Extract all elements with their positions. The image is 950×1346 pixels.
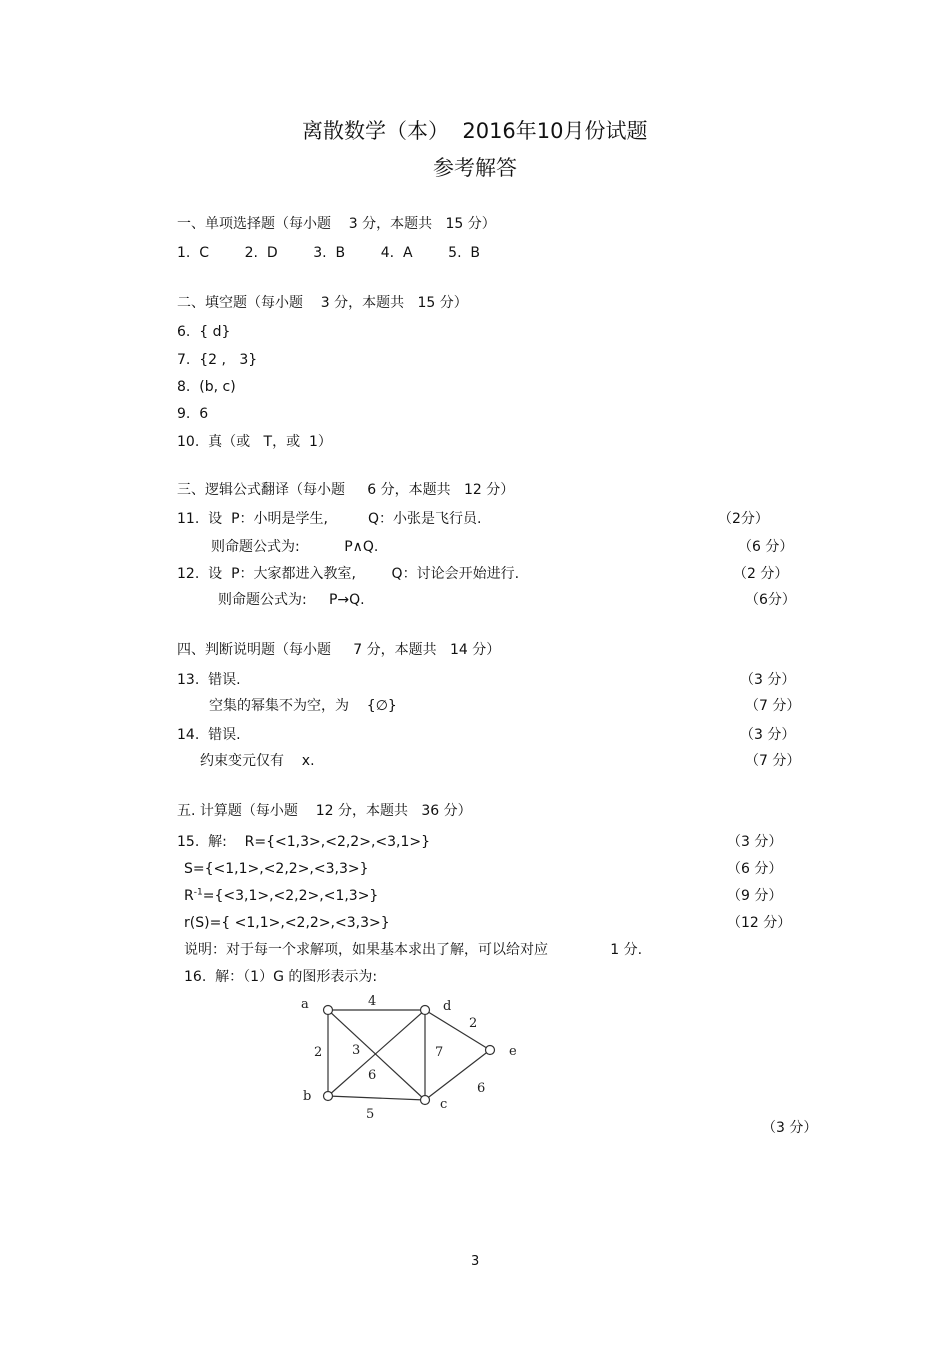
score-11-line1: （2分） (718, 511, 769, 527)
score-13-line1: （3 分） (740, 672, 796, 688)
score-15-line1: （3 分） (727, 834, 783, 850)
weight-b-d: 6 (368, 1068, 377, 1083)
score-11-line2: （6 分） (738, 539, 794, 555)
edge-d-e (425, 1010, 490, 1050)
weight-a-b: 2 (314, 1045, 323, 1060)
answers-choice: 1. C 2. D 3. B 4. A 5. B (177, 245, 481, 261)
vertex-c (421, 1096, 430, 1105)
vertex-a (324, 1006, 333, 1015)
answer-13-line1: 13. 错误. (177, 672, 241, 688)
answer-12-line2: 则命题公式为: P→Q. (218, 592, 365, 608)
page-title: 离散数学（本） 2016年10月份试题 (302, 119, 648, 143)
vertex-label-d: d (443, 999, 452, 1014)
weight-d-c: 7 (435, 1045, 444, 1060)
answer-15-line2: S={<1,1>,<2,2>,<3,3>} (184, 861, 369, 877)
score-14-line2: （7 分） (745, 753, 801, 769)
page-number: 3 (471, 1254, 480, 1269)
score-12-line2: （6分） (745, 592, 796, 608)
vertex-label-c: c (440, 1097, 448, 1112)
vertex-label-e: e (509, 1044, 517, 1059)
weight-b-c: 5 (366, 1107, 375, 1120)
r-inverse-set: ={<3,1>,<2,2>,<1,3>} (202, 888, 379, 904)
vertex-d (421, 1006, 430, 1015)
vertex-e (486, 1046, 495, 1055)
answer-15-line1: 15. 解: R={<1,3>,<2,2>,<3,1>} (177, 834, 431, 850)
answer-10: 10. 真（或 T，或 1） (177, 434, 332, 450)
answer-15-note: 说明：对于每一个求解项，如果基本求出了解，可以给对应 1 分. (184, 942, 643, 958)
score-15-line4: （12 分） (727, 915, 792, 931)
answer-7: 7. {2 , 3} (177, 352, 258, 368)
answer-11-line1: 11. 设 P：小明是学生, Q：小张是飞行员. (177, 511, 482, 527)
r-inverse-base: R (184, 888, 194, 904)
score-15-line3: （9 分） (727, 888, 783, 904)
score-15-line2: （6 分） (727, 861, 783, 877)
answer-15-line4: r(S)={ <1,1>,<2,2>,<3,3>} (184, 915, 390, 931)
section-heading-fill: 二、填空题（每小题 3 分，本题共 15 分） (177, 295, 468, 311)
section-heading-judge: 四、判断说明题（每小题 7 分，本题共 14 分） (177, 642, 501, 658)
r-inverse-sup: -1 (193, 887, 203, 898)
weight-a-c: 3 (352, 1043, 361, 1058)
section-heading-logic: 三、逻辑公式翻译（每小题 6 分，本题共 12 分） (177, 482, 515, 498)
answer-12-line1: 12. 设 P：大家都进入教室, Q：讨论会开始进行. (177, 566, 520, 582)
score-13-line2: （7 分） (745, 698, 801, 714)
weight-a-d: 4 (368, 994, 377, 1009)
answer-8: 8. (b, c) (177, 379, 236, 395)
section-heading-compute: 五. 计算题（每小题 12 分，本题共 36 分） (177, 803, 472, 819)
answer-9: 9. 6 (177, 406, 209, 422)
score-12-line1: （2 分） (733, 566, 789, 582)
answer-14-line2: 约束变元仅有 x. (200, 753, 315, 769)
vertex-b (324, 1092, 333, 1101)
vertex-label-b: b (303, 1089, 312, 1104)
vertex-label-a: a (301, 997, 309, 1012)
edge-b-c (328, 1096, 425, 1100)
score-16: （3 分） (762, 1120, 818, 1136)
answer-14-line1: 14. 错误. (177, 727, 241, 743)
page-subtitle: 参考解答 (433, 156, 517, 180)
weight-c-e: 6 (477, 1081, 486, 1096)
answer-6: 6. { d} (177, 324, 231, 340)
answer-13-line2: 空集的幂集不为空，为 {∅} (209, 698, 397, 714)
weight-d-e: 2 (469, 1016, 478, 1031)
weighted-graph-figure (290, 990, 530, 1120)
answer-11-line2: 则命题公式为: P∧Q. (211, 539, 379, 555)
answer-15-line3 (184, 887, 378, 905)
score-14-line1: （3 分） (740, 727, 796, 743)
section-heading-choice: 一、单项选择题（每小题 3 分，本题共 15 分） (177, 216, 496, 232)
answer-16-line1: 16. 解：（1）G 的图形表示为: (184, 969, 378, 985)
